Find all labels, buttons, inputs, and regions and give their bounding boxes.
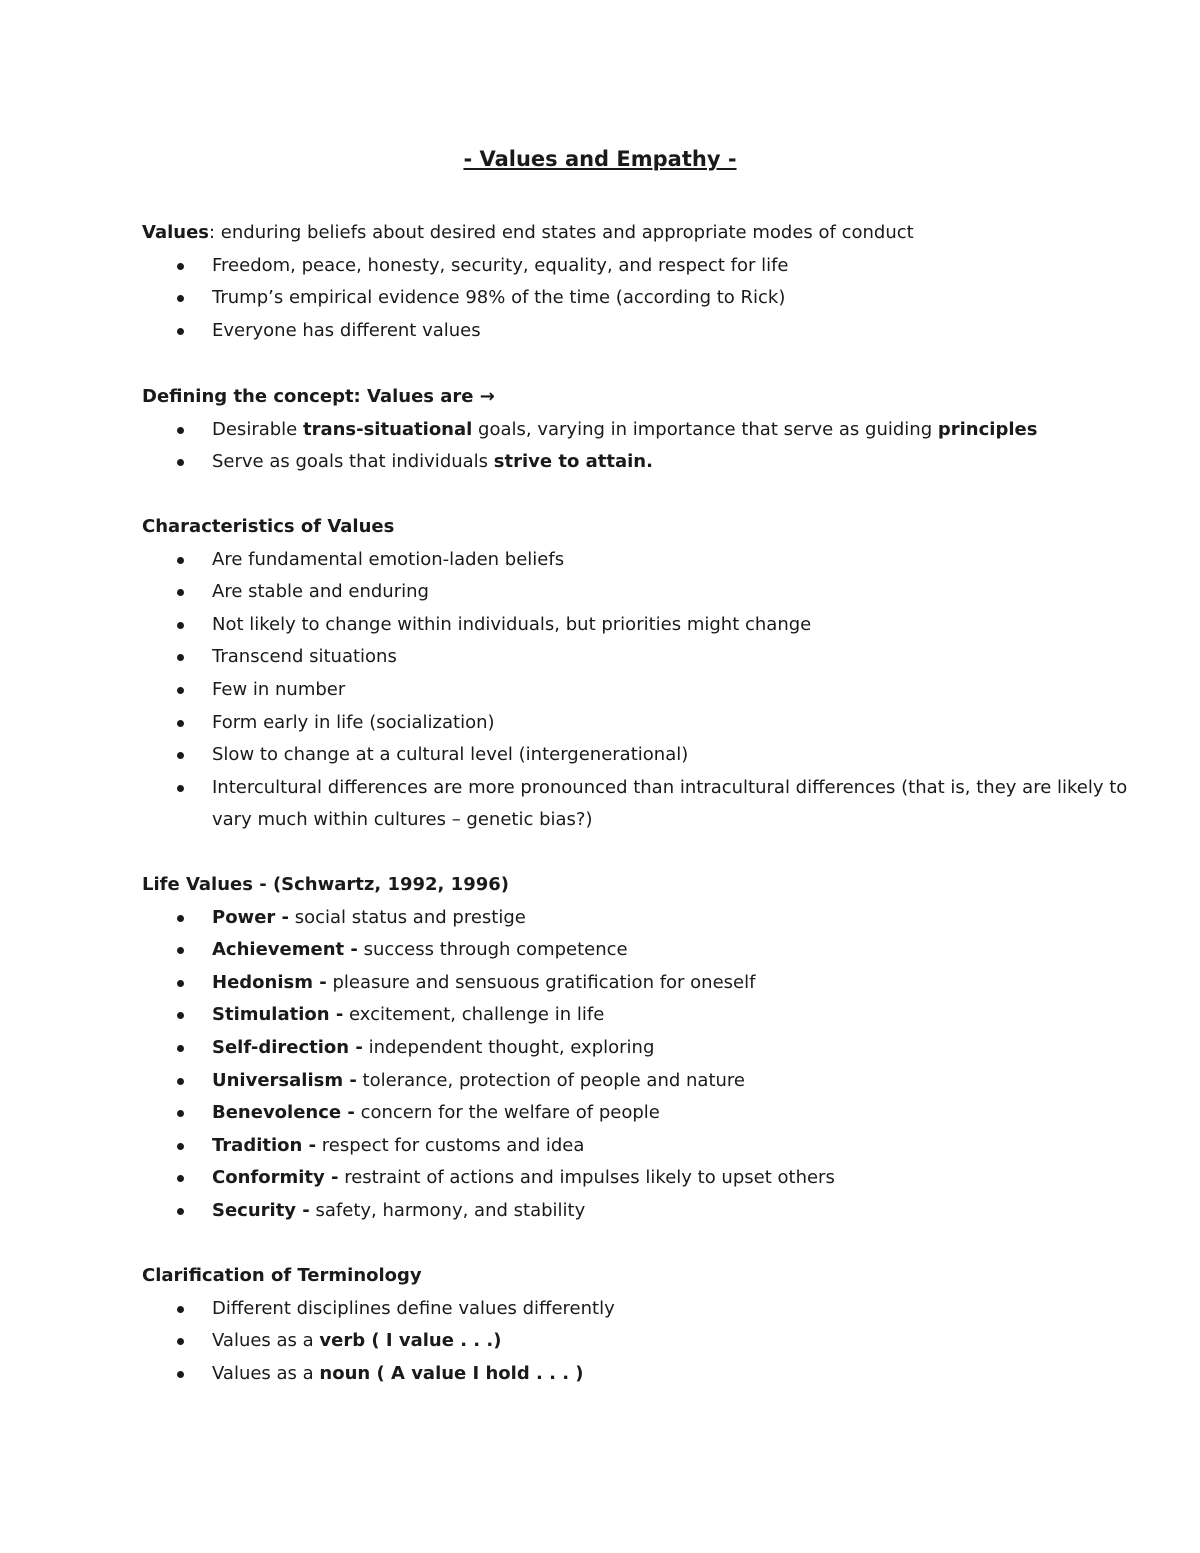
list-item: Slow to change at a cultural level (intergenerational) <box>142 739 1102 772</box>
list-item: Few in number <box>142 674 1102 707</box>
list-item: Everyone has different values <box>142 315 1102 348</box>
section-heading: Life Values - (Schwartz, 1992, 1996) <box>142 874 509 895</box>
bullet-icon <box>177 1078 184 1085</box>
list-item: Power - social status and prestige <box>142 902 1102 935</box>
section-heading: Characteristics of Values <box>142 516 395 537</box>
bullet-icon <box>177 720 184 727</box>
list-item: Values as a noun ( A value I hold . . . ) <box>142 1358 1102 1391</box>
bullet-icon <box>177 1338 184 1345</box>
bullet-icon <box>177 1143 184 1150</box>
bullet-icon <box>177 1175 184 1182</box>
values-section <box>142 217 1102 347</box>
list-item: Security - safety, harmony, and stability <box>142 1195 1102 1228</box>
section-heading: Clarification of Terminology <box>142 1265 422 1286</box>
bullet-icon <box>177 328 184 335</box>
list-item: Stimulation - excitement, challenge in life <box>142 999 1102 1032</box>
defining-section <box>142 381 1102 479</box>
list-item: Different disciplines define values differently <box>142 1293 1102 1326</box>
bullet-icon <box>177 263 184 270</box>
bullet-icon <box>177 980 184 987</box>
bullet-icon <box>177 752 184 759</box>
list-item: Intercultural differences are more pronounced than intracultural differences (that is, they are likely to <box>142 772 1102 805</box>
list-item: Form early in life (socialization) <box>142 707 1102 740</box>
document-title: - Values and Empathy - <box>463 147 737 171</box>
life-values-section <box>142 869 1102 1228</box>
bullet-icon <box>177 915 184 922</box>
list-item: Transcend situations <box>142 641 1102 674</box>
bullet-icon <box>177 295 184 302</box>
list-item: Hedonism - pleasure and sensuous gratification for oneself <box>142 967 1102 1000</box>
bullet-icon <box>177 654 184 661</box>
bullet-icon <box>177 785 184 792</box>
values-definition-text: : enduring beliefs about desired end states and appropriate modes of conduct <box>209 222 914 243</box>
bullet-icon <box>177 427 184 434</box>
list-item: Serve as goals that individuals strive to attain. <box>142 446 1102 479</box>
bullet-icon <box>177 459 184 466</box>
list-item: Are stable and enduring <box>142 576 1102 609</box>
section-heading: Defining the concept: Values are → <box>142 386 495 407</box>
list-item: Self-direction - independent thought, exploring <box>142 1032 1102 1065</box>
bullet-icon <box>177 589 184 596</box>
list-item: Not likely to change within individuals, but priorities might change <box>142 609 1102 642</box>
list-item: Achievement - success through competence <box>142 934 1102 967</box>
bullet-icon <box>177 1306 184 1313</box>
list-item: Universalism - tolerance, protection of people and nature <box>142 1065 1102 1098</box>
list-item: Desirable trans-situational goals, varying in importance that serve as guiding principles <box>142 414 1102 447</box>
bullet-icon <box>177 1110 184 1117</box>
characteristics-section <box>142 511 1128 837</box>
bullet-icon <box>177 1045 184 1052</box>
bullet-icon <box>177 947 184 954</box>
bullet-icon <box>177 1012 184 1019</box>
bullet-icon <box>177 1371 184 1378</box>
list-item: Trump’s empirical evidence 98% of the time (according to Rick) <box>142 282 1102 315</box>
list-item: Benevolence - concern for the welfare of people <box>142 1097 1102 1130</box>
bullet-icon <box>177 687 184 694</box>
list-item: Values as a verb ( I value . . .) <box>142 1325 1102 1358</box>
list-item: Tradition - respect for customs and idea <box>142 1130 1102 1163</box>
list-item: Freedom, peace, honesty, security, equality, and respect for life <box>142 250 1102 283</box>
bullet-icon <box>177 622 184 629</box>
clarification-section <box>142 1260 1102 1390</box>
list-item-continuation: vary much within cultures – genetic bias?) <box>212 809 593 831</box>
values-definition <box>142 217 1102 250</box>
bullet-icon <box>177 557 184 564</box>
bullet-icon <box>177 1208 184 1215</box>
list-item: Conformity - restraint of actions and impulses likely to upset others <box>142 1162 1102 1195</box>
list-item: Are fundamental emotion-laden beliefs <box>142 544 1102 577</box>
values-term: Values <box>142 222 209 243</box>
